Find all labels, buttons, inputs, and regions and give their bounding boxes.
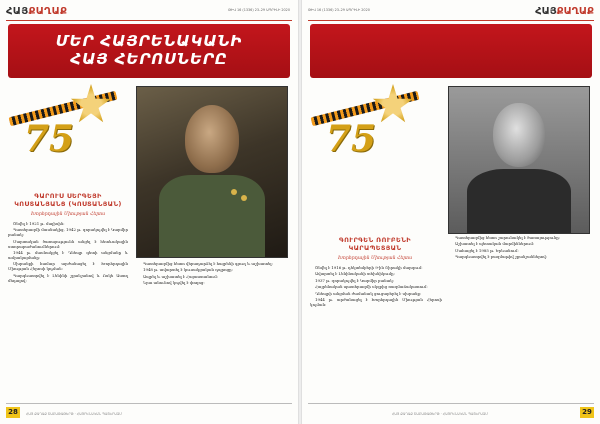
medal-icon bbox=[241, 195, 247, 201]
page-number: 29 bbox=[580, 407, 594, 418]
paragraph: Պատերազմի մասնակից, 1942 թ. զորակոչվել է Կարմիր բանակ: bbox=[8, 227, 128, 238]
article-column-1 bbox=[310, 266, 442, 392]
hero-title: Խորհրդային Միության Հերոս bbox=[337, 256, 413, 261]
header-divider bbox=[6, 20, 292, 21]
headline-line-1: ՄԵՐ ՀԱՅՐԵՆԱԿԱՆԻ bbox=[55, 32, 243, 50]
hero-name bbox=[308, 236, 442, 252]
paragraph: Ավարտել է Լենինականի տեխնիկումը: bbox=[315, 271, 395, 277]
article-column-2 bbox=[450, 236, 590, 392]
headline-banner bbox=[310, 24, 592, 78]
paragraph: Աշխատել է պետական մարմիններում: bbox=[455, 241, 535, 247]
portrait-suit bbox=[467, 169, 571, 233]
hero-name-line-1: ԳՈՒՐԳԵՆ ՌՈՒԲԵՆԻ bbox=[339, 236, 411, 244]
paragraph: Պարգևատրվել է Լենինի շքանշանով և Ոսկե Աստղ մեդալով: bbox=[8, 272, 128, 283]
footer-text: ՀԱՅ ՔԱՂԱՔ ՇԱԲԱԹԱԹԵՐԹ · ՀԱՅՐԵՆԱԿԱՆ ՊԱՏԵՐԱԶՄ bbox=[26, 412, 122, 416]
hero-name-line-2: ԿՈՍՏԱՆՅԱՆՑ (ԿՈՍՏԱՆՅԱՆ) bbox=[14, 200, 122, 208]
portrait-uniform bbox=[159, 175, 265, 257]
hero-portrait bbox=[136, 86, 288, 258]
paragraph: Մահացել է 1985 թ. Երևանում: bbox=[455, 247, 519, 253]
headline-title bbox=[0, 32, 298, 68]
paragraph: Ապրել և աշխատել է Հայաստանում: bbox=[143, 273, 219, 279]
paragraph: Ծնվել է 1916 թ. դեկտեմբերի 9-ին Շիրակի մարզում: bbox=[315, 265, 423, 270]
paragraph: Մարտական ծառայությունն անցել է հետևակային ստորաբաժանումներում: bbox=[8, 238, 128, 249]
headline-line-2: ՀԱՅ ՀԵՐՈՍՆԵՐԸ bbox=[70, 50, 228, 68]
paragraph: Պատերազմից հետո շարունակել է ծառայությունը: bbox=[455, 235, 560, 240]
page-number: 28 bbox=[6, 407, 20, 418]
anniversary-number: 75 bbox=[326, 118, 377, 160]
paragraph: Պատերազմից հետո վերադարձել է հայրենի գյուղ և աշխատել: bbox=[143, 261, 273, 266]
paragraph: Նրա անունով կոչվել է փողոց: bbox=[143, 280, 205, 286]
footer-divider bbox=[308, 403, 594, 404]
paragraph: Պարգևատրվել է բազմաթիվ շքանշաններով: bbox=[455, 254, 548, 260]
paragraph: Ծնվել է 1921 թ. մայիսին: bbox=[13, 221, 65, 226]
paragraph: Դնեպրի անցման ժամանակ ցուցաբերել է սխրանք: bbox=[315, 290, 422, 296]
portrait-face bbox=[493, 103, 545, 167]
hero-name bbox=[6, 192, 130, 208]
paragraph: Սխրանքի համար արժանացել է Խորհրդային Միության Հերոսի կոչման: bbox=[8, 261, 128, 272]
paragraph: 1948 թ. ավարտել է կուսակցական դպրոցը: bbox=[143, 267, 233, 273]
paragraph: 1937 թ. զորակոչվել է Կարմիր բանակ: bbox=[315, 277, 395, 283]
masthead-logo: ՀԱՅՔԱՂԱՔ bbox=[535, 6, 594, 17]
anniversary-number: 75 bbox=[24, 118, 75, 160]
article-column-2 bbox=[138, 262, 286, 392]
hero-portrait bbox=[448, 86, 590, 234]
medal-icon bbox=[231, 189, 237, 195]
hero-title: Խորհրդային Միության Հերոս bbox=[30, 212, 106, 217]
hero-name-line-2: ԿԱՐԱՊԵՏՅԱՆ bbox=[348, 244, 402, 252]
portrait-face bbox=[185, 105, 239, 173]
paragraph: Հայրենական պատերազմի սկզբից ռազմաճակատում: bbox=[315, 284, 428, 290]
masthead-logo: ՀԱՅՔԱՂԱՔ bbox=[6, 6, 68, 17]
hero-name-line-1: ԳԱՐՈՒՍ ՍԵՐԳԵՅԻ bbox=[34, 192, 102, 200]
article-column-1 bbox=[8, 222, 128, 392]
left-page bbox=[0, 0, 298, 424]
paragraph: 1944 թ. մասնակցել է Դնեպր գետի անցմանը և ամրակայմանը: bbox=[8, 250, 128, 260]
paragraph: 1944 թ. արժանացել է Խորհրդային Միության Հերոսի կոչման: bbox=[310, 297, 442, 307]
footer-text: ՀԱՅ ՔԱՂԱՔ ՇԱԲԱԹԱԹԵՐԹ · ՀԱՅՐԵՆԱԿԱՆ ՊԱՏԵՐԱԶՄ bbox=[392, 412, 488, 416]
header-divider bbox=[308, 20, 594, 21]
issue-info: ԹԻՎ 16 (1336) 23–29 ԱՊՐԻԼԻ 2020 bbox=[308, 8, 370, 12]
right-page bbox=[302, 0, 600, 424]
footer-divider bbox=[6, 403, 292, 404]
issue-info: ԹԻՎ 16 (1336) 23–29 ԱՊՐԻԼԻ 2020 bbox=[228, 8, 290, 12]
